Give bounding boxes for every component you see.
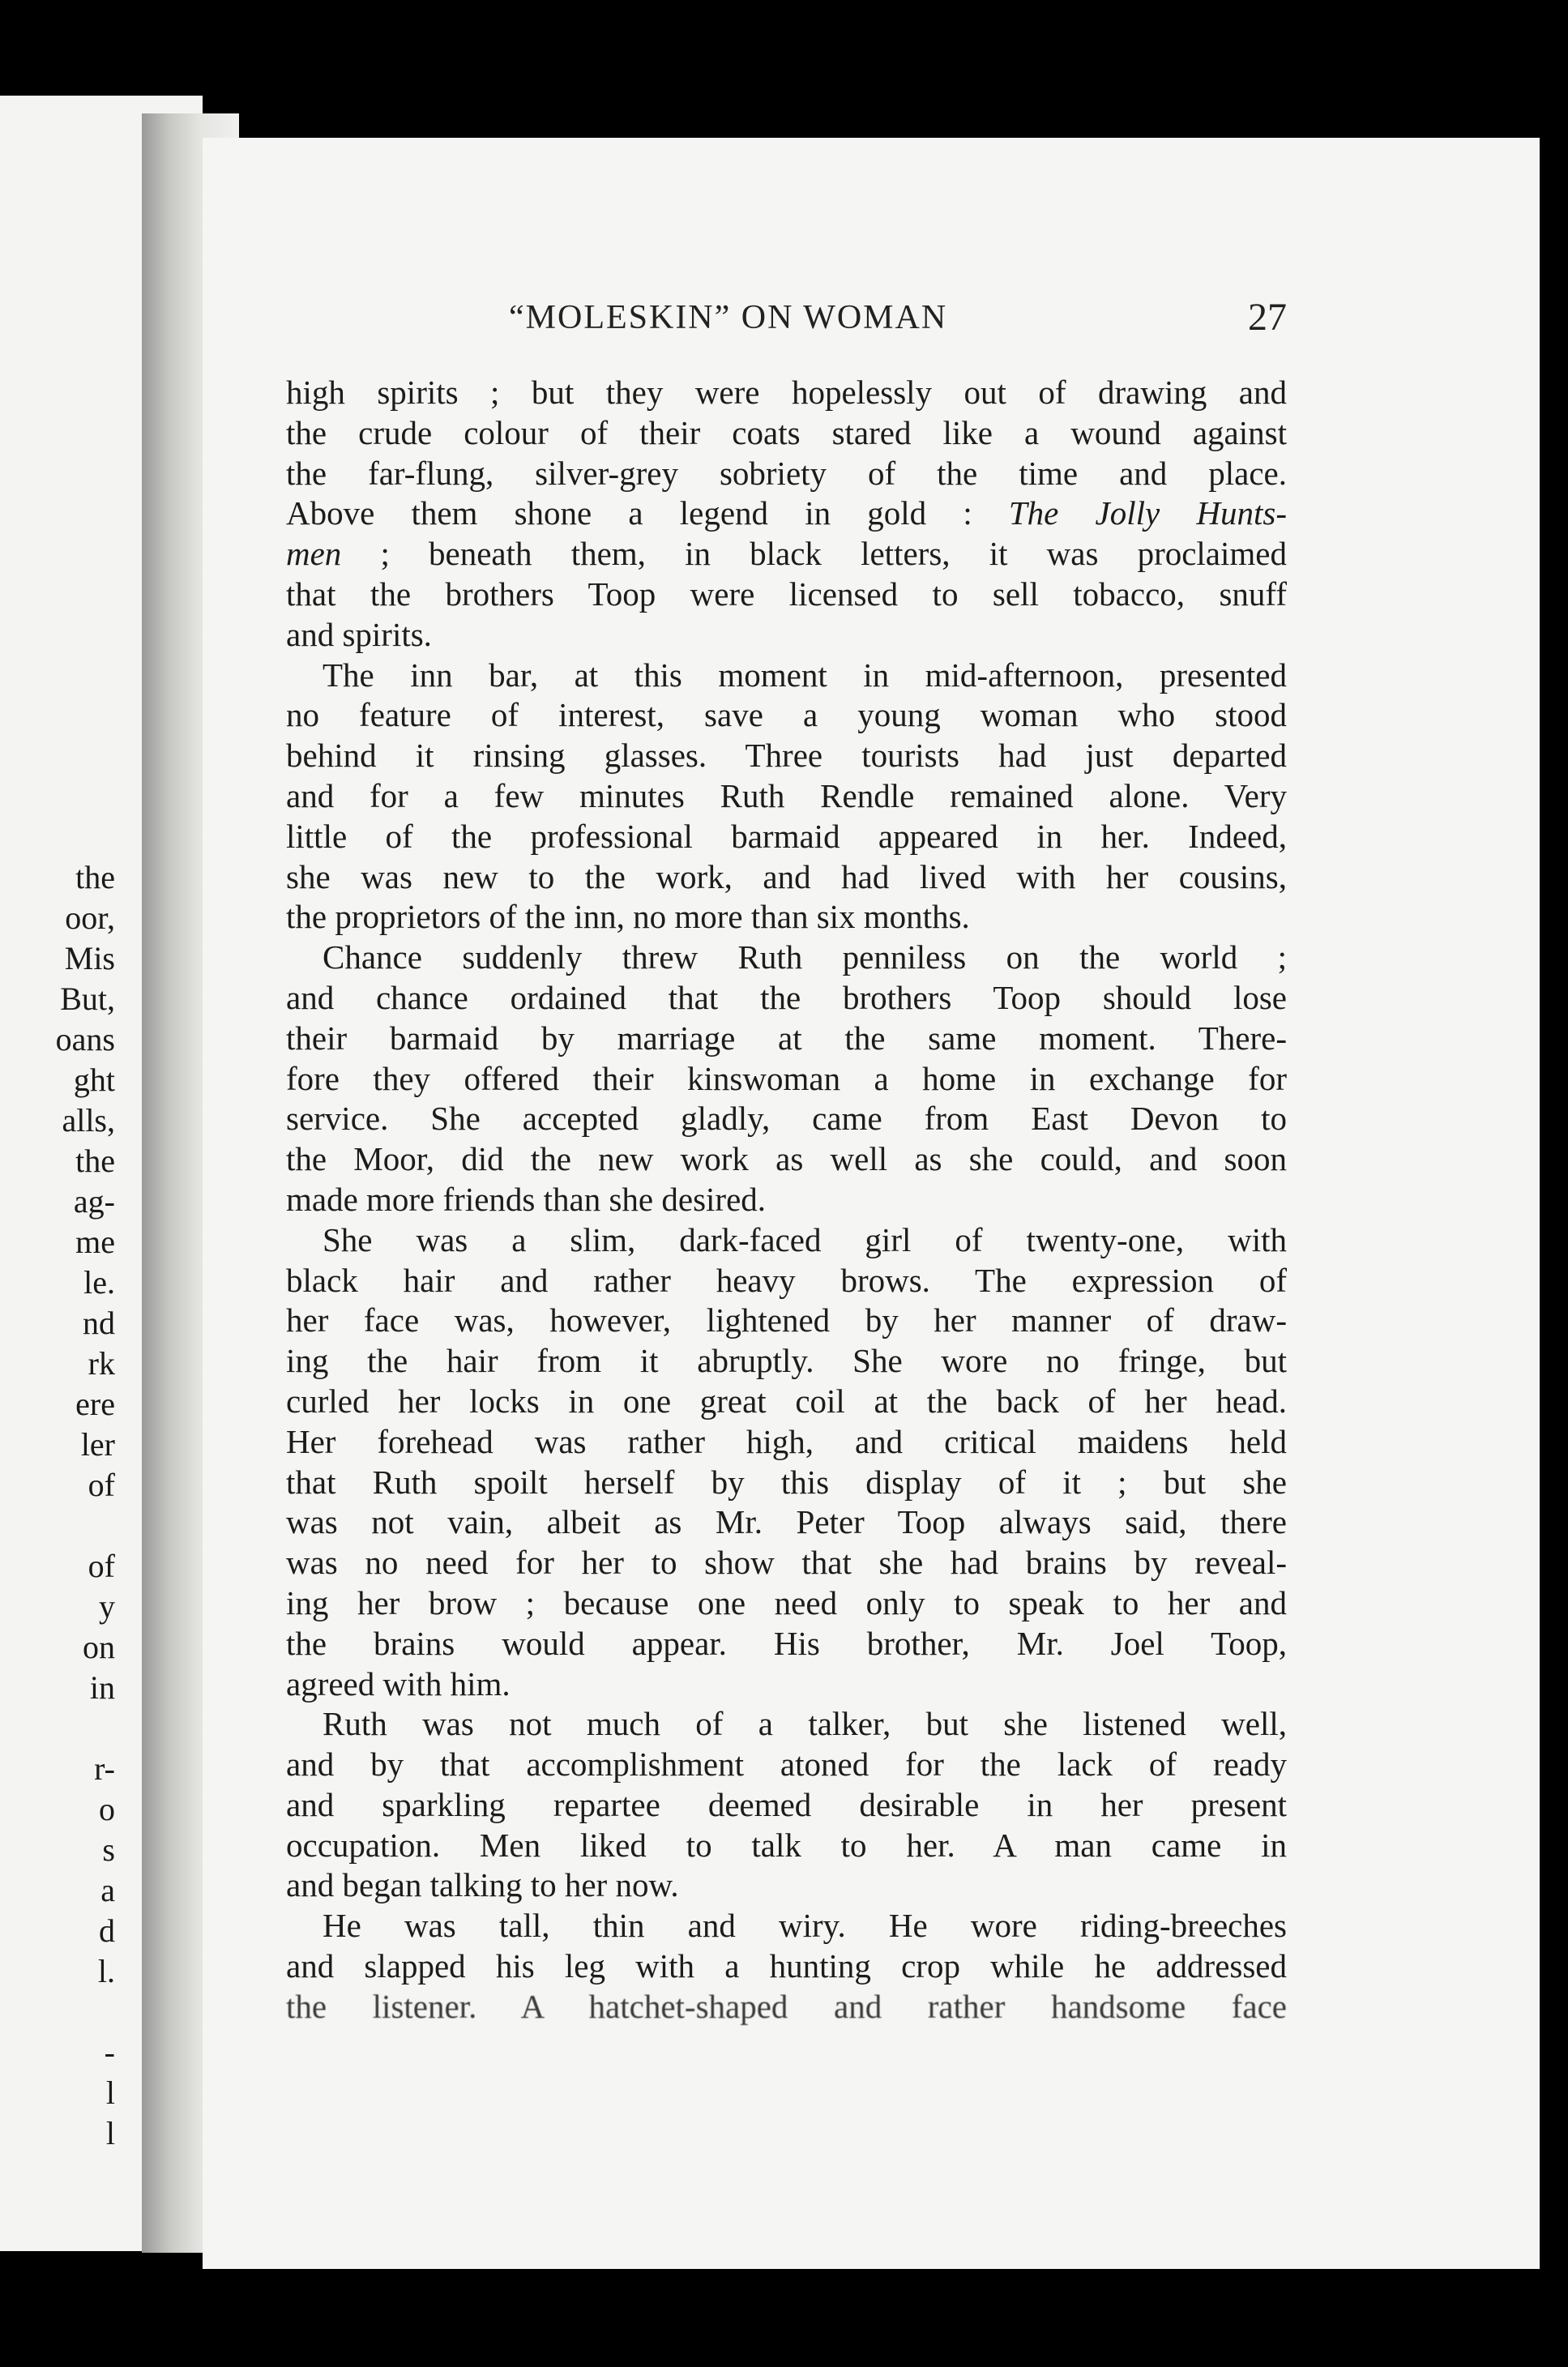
text-run: the proprietors of the inn, no more than six months. [286,898,970,936]
left-page-fragment: ght [73,1062,115,1098]
text-line [286,1704,1287,1745]
text-run: was not vain, albeit as Mr. Peter Toop always said, there [286,1503,1287,1541]
left-page-fragment: of [88,1467,115,1503]
left-page-fragment: l. [97,1953,115,1989]
text-run: and by that accomplishment atoned for the lack of ready [286,1745,1287,1784]
text-line [286,1059,1287,1100]
text-run: Above them shone a legend in gold : [286,494,1009,532]
text-run: curled her locks in one great coil at the back of her head. [286,1382,1287,1420]
text-run: and began talking to her now. [286,1866,679,1904]
text-line [286,857,1287,898]
left-page-fragment: alls, [62,1102,115,1139]
text-line [286,1785,1287,1826]
left-page-fragment: l [105,2074,115,2111]
text-line [286,454,1287,494]
left-page-fragment [10,1506,115,1546]
left-page-fragment: ag- [73,1183,115,1220]
text-run: agreed with him. [286,1664,511,1703]
text-run: Chance suddenly threw Ruth penniless on the world ; [323,938,1287,976]
text-line [286,534,1287,575]
text-run: that the brothers Toop were licensed to sell tobacco, snuff [286,575,1287,613]
text-line [286,1463,1287,1503]
text-line [286,1906,1287,1946]
text-line [286,897,1287,938]
text-run: fore they offered their kinswoman a home in exchange for [286,1059,1287,1097]
running-title: “MOLESKIN” ON WOMAN [509,299,948,336]
left-page-fragment [10,1992,115,2032]
left-page-fragment: le. [83,1264,115,1301]
text-run: her face was, however, lightened by her manner of draw- [286,1301,1287,1339]
text-line [286,1341,1287,1382]
text-run: ; beneath them, in black letters, it was proclaimed [341,535,1287,573]
text-run: and for a few minutes Ruth Rendle remained alone. Very [286,776,1287,814]
text-line [286,656,1287,696]
left-page-fragment: me [75,1224,115,1260]
text-run: the crude colour of their coats stared like a wound against [286,413,1287,451]
left-page-fragment: the [75,1143,115,1179]
text-run: occupation. Men liked to talk to her. A man came in [286,1826,1287,1864]
text-run: the Moor, did the new work as well as she could, and soon [286,1140,1287,1178]
left-page-fragment: nd [83,1305,115,1341]
text-line [286,575,1287,615]
text-line [286,1583,1287,1624]
left-page-fragment: rk [88,1345,115,1382]
left-page-text-fragments [10,857,115,2154]
left-page-fragment: of [88,1548,115,1584]
text-run: ing the hair from it abruptly. She wore no fringe, but [286,1342,1287,1380]
text-run: she was new to the work, and had lived with her cousins, [286,857,1287,895]
left-page-fragment: the [75,859,115,895]
left-page-fragment: l [105,2115,115,2151]
text-line [286,1987,1287,2027]
left-page-fragment: oans [55,1021,115,1057]
text-run: The inn bar, at this moment in mid-afternoon, presented [323,656,1287,694]
text-line [286,695,1287,736]
text-line [286,1382,1287,1422]
left-page-fragment: o [99,1791,115,1827]
text-run: made more friends than she desired. [286,1180,767,1218]
left-page-fragment: d [99,1912,115,1949]
text-line [286,1865,1287,1906]
text-run: little of the professional barmaid appeared in her. Indeed, [286,817,1287,855]
text-line [286,1139,1287,1180]
left-page-fragment: ler [80,1426,115,1463]
text-run: high spirits ; but they were hopelessly out of drawing and [286,374,1287,411]
text-line [286,1422,1287,1463]
left-page-fragment: oor, [65,899,115,936]
text-run: that Ruth spoilt herself by this display of it ; but she [286,1463,1287,1501]
text-line [286,736,1287,776]
text-line [286,615,1287,656]
text-run: the far-flung, silver-grey sobriety of the time and place. [286,454,1287,492]
left-page-fragment: y [99,1588,115,1625]
body-text [286,373,1287,2027]
text-line [286,1301,1287,1341]
left-page-fragment: - [104,2034,115,2070]
text-line [286,1099,1287,1139]
left-page-fragment: But, [60,981,115,1017]
text-run: and sparkling repartee deemed desirable in her present [286,1785,1287,1823]
text-run: She was a slim, dark-faced girl of twenty-one, with [323,1220,1287,1258]
text-run: black hair and rather heavy brows. The expression of [286,1261,1287,1299]
text-run: their barmaid by marriage at the same moment. There- [286,1019,1287,1057]
left-page-fragment: on [83,1629,115,1665]
italic-run: men [286,535,342,573]
left-page-fragment: Mis [64,940,115,976]
text-run: and spirits. [286,615,432,653]
text-line [286,1019,1287,1059]
text-line [286,1502,1287,1543]
text-line [286,373,1287,413]
text-run: He was tall, thin and wiry. He wore riding-breeches [323,1907,1287,1945]
text-line [286,1261,1287,1301]
text-line [286,938,1287,978]
text-run: and slapped his leg with a hunting crop while he addressed [286,1947,1287,1985]
left-page-fragment: a [100,1872,115,1908]
left-page-fragment [10,1708,115,1749]
text-line [286,1946,1287,1987]
text-line [286,413,1287,454]
left-page-fragment: ere [75,1386,115,1422]
page-number: 27 [1248,296,1287,339]
text-run: was no need for her to show that she had brains by reveal- [286,1544,1287,1582]
text-run: behind it rinsing glasses. Three tourists had just departed [286,737,1287,775]
text-run: the brains would appear. His brother, Mr. Joel Toop, [286,1624,1287,1662]
text-line [286,1745,1287,1785]
text-line [286,978,1287,1019]
left-page-fragment: in [89,1669,115,1706]
left-page-fragment: s [102,1831,115,1868]
text-line [286,1826,1287,1866]
italic-run: The Jolly Hunts- [1008,494,1287,532]
text-line [286,1180,1287,1220]
text-line [286,1220,1287,1261]
text-run: Her forehead was rather high, and critical maidens held [286,1422,1287,1460]
text-line [286,1624,1287,1664]
left-page-fragment: r- [94,1750,115,1787]
running-head [203,298,1540,355]
text-run: ing her brow ; because one need only to speak to her and [286,1583,1287,1621]
right-page [203,138,1540,2269]
text-line [286,776,1287,817]
text-run: the listener. A hatchet-shaped and rather handsome face [286,1987,1287,2025]
text-line [286,1664,1287,1705]
text-run: no feature of interest, save a young woman who stood [286,696,1287,734]
text-line [286,817,1287,857]
text-run: and chance ordained that the brothers Toop should lose [286,978,1287,1016]
text-run: Ruth was not much of a talker, but she listened well, [323,1705,1287,1743]
text-run: service. She accepted gladly, came from East Devon to [286,1100,1287,1138]
text-line [286,493,1287,534]
text-line [286,1543,1287,1583]
